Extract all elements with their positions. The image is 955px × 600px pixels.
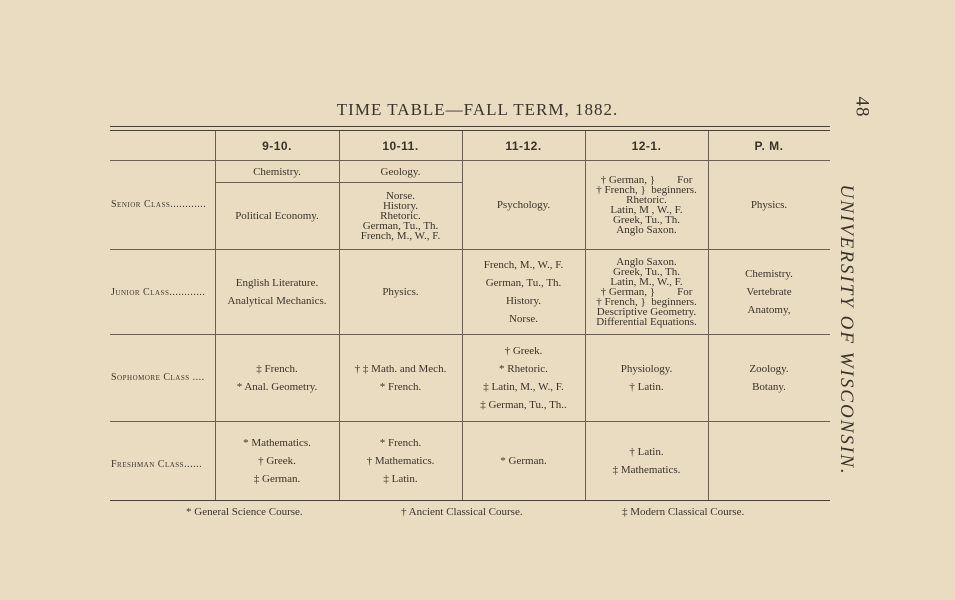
junior-12-1 [585,250,708,334]
list-item: History. [505,295,542,307]
list-item: Norse. [508,313,539,325]
list-item: Anatomy, [747,304,791,316]
header-11-12: 11-12. [505,138,542,153]
list-item: † Greek. [504,345,543,357]
list-item: ‡ Latin. [383,473,418,485]
list-item: Botany. [752,381,786,393]
sophomore-12-1 [585,335,708,421]
list-item: ‡ French. [256,363,298,375]
list-item: Rhetoric. [380,210,421,222]
junior-10-11: Physics. [382,286,419,298]
list-item: † Latin. [629,381,664,393]
list-item: Norse. [385,190,416,202]
list-item: Vertebrate [746,286,792,298]
list-item: † Greek. [258,455,296,467]
list-item: Rhetoric. [626,194,667,206]
senior-chemistry: Chemistry. [253,165,301,178]
list-item: * French. [379,437,422,449]
list-item: Chemistry. [745,268,793,280]
list-item: * French. [379,381,422,393]
freshman-pm [708,422,830,500]
list-item: French, M., W., F. [483,259,564,271]
list-item: Physiology. [620,363,673,375]
list-item: ‡ German, Tu., Th.. [480,399,567,411]
freshman-12-1 [585,422,708,500]
junior-pm [708,250,830,334]
list-item: † German, } For [600,286,693,298]
bottom-rule [110,500,830,501]
list-item: History. [382,200,419,212]
top-rule [110,126,830,127]
row-label-freshman: Freshman Class...... [111,459,203,470]
list-item: Analytical Mechanics. [227,295,327,307]
sophomore-pm [708,335,830,421]
list-item: Latin, M., W., F. [610,276,683,288]
header-10-11: 10-11. [382,138,419,153]
freshman-9-10 [215,422,339,500]
list-item: † Mathematics. [366,455,435,467]
list-item: ‡ German. [253,473,301,485]
list-item: ‡ Mathematics. [612,464,681,476]
list-item: † French, } beginners. [596,296,697,308]
junior-9-10 [215,250,339,334]
footnote-ancient-classical: † Ancient Classical Course. [401,506,523,518]
list-item: * Rhetoric. [499,363,548,375]
list-item: Greek, Tu., Th. [612,214,681,226]
row-label-senior: Senior Class............ [111,199,207,210]
list-item: English Literature. [235,277,319,289]
header-pm: P. M. [754,138,784,153]
freshman-10-11 [339,422,462,500]
list-item: German, Tu., Th. [485,277,562,289]
sophomore-9-10 [215,335,339,421]
list-item: Zoology. [749,363,789,375]
page-number: 48 [851,96,873,118]
freshman-11-12: * German. [500,455,547,467]
footnote-modern-classical: ‡ Modern Classical Course. [622,506,745,518]
page-title: TIME TABLE—FALL TERM, 1882. [336,100,619,119]
header-9-10: 9-10. [262,138,292,153]
sophomore-11-12 [462,335,585,421]
list-item: * Anal. Geometry. [236,381,318,393]
list-item: Anglo Saxon. [616,224,677,236]
list-item: † ‡ Math. and Mech. [354,363,447,375]
footnote-general-science: * General Science Course. [186,506,303,518]
list-item: Greek, Tu., Th. [612,266,681,278]
row-label-sophomore: Sophomore Class .... [111,372,205,383]
row-label-junior: Junior Class............ [111,287,206,298]
list-item: Anglo Saxon. [616,256,677,268]
list-item: Descriptive Geometry. [596,306,697,318]
list-item: Differential Equations. [596,316,697,328]
senior-geology: Geology. [380,165,421,178]
list-item: † Latin. [629,446,664,458]
list-item: * Mathematics. [243,437,311,449]
sophomore-10-11 [339,335,462,421]
senior-pm: Physics. [750,199,788,211]
list-item: ‡ Latin, M., W., F. [483,381,564,393]
senior-10-11 [339,183,462,249]
senior-12-1 [585,161,708,249]
senior-11-12: Psychology. [496,199,551,211]
junior-11-12 [462,250,585,334]
list-item: † German, } For [600,174,693,186]
list-item: Latin, M , W., F. [610,204,683,216]
list-item: German, Tu., Th. [362,220,439,232]
header-12-1: 12-1. [631,138,662,153]
list-item: † French, } beginners. [596,184,697,196]
list-item: French, M., W., F. [360,230,441,242]
senior-9-10: Political Economy. [235,210,319,222]
